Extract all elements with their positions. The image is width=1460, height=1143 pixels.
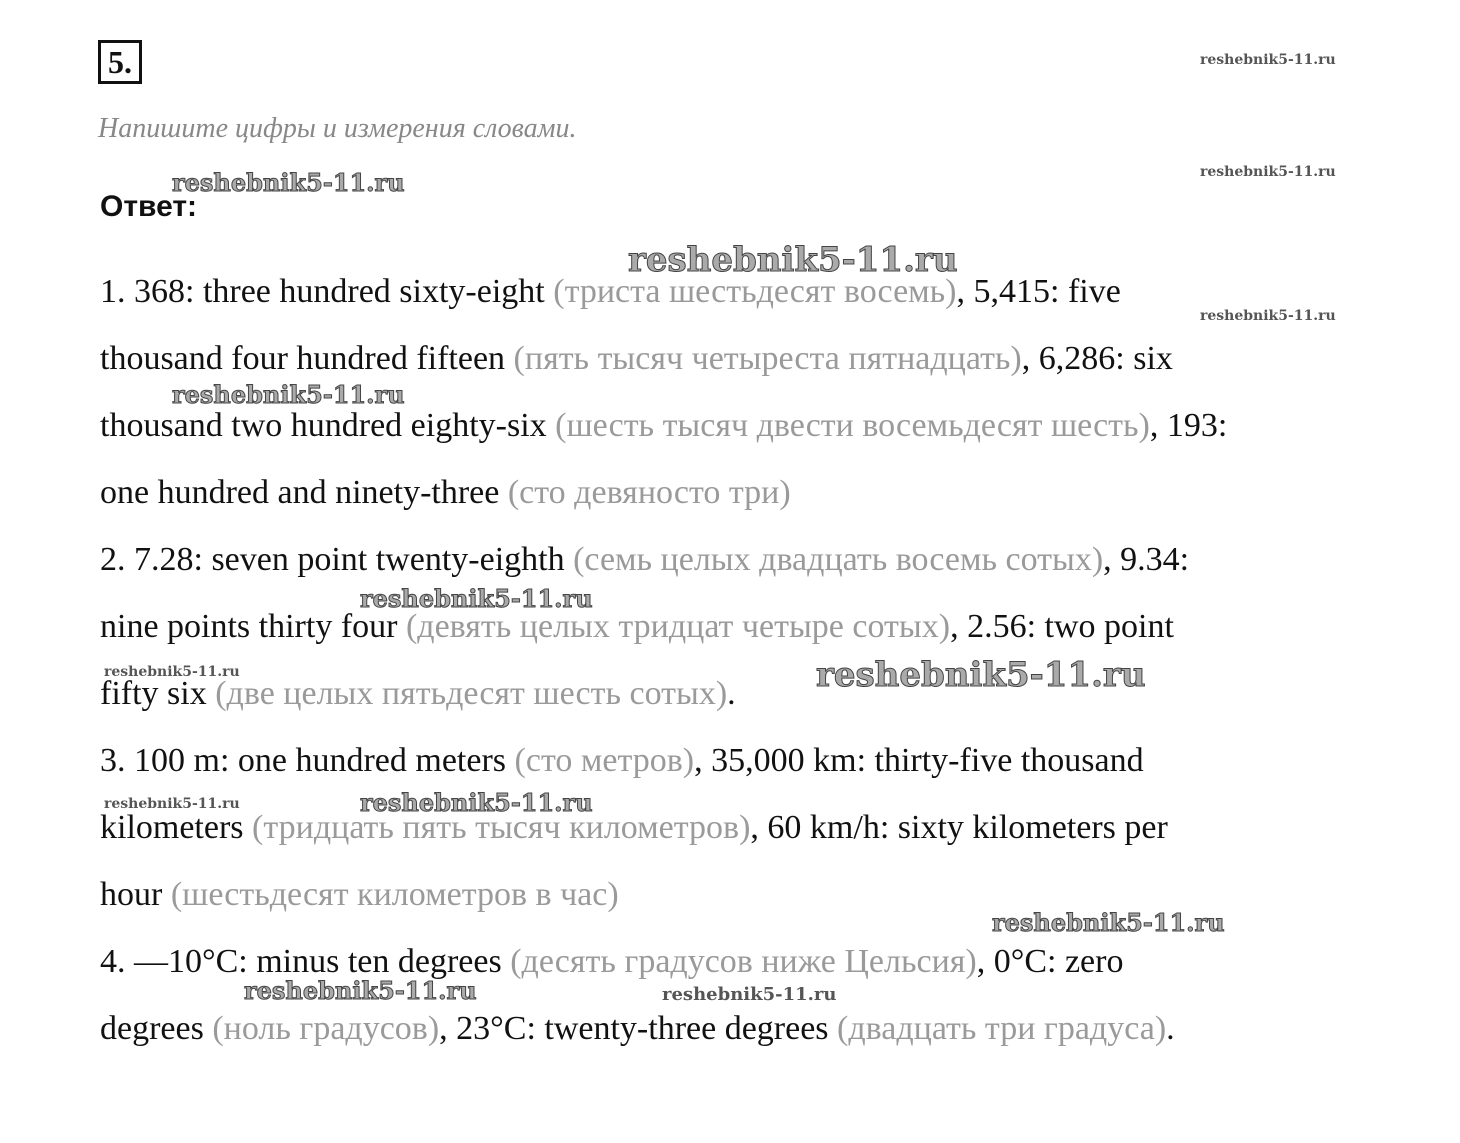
watermark: reshebnik5-11.ru [1200, 164, 1336, 180]
watermark: reshebnik5-11.ru [104, 796, 240, 812]
answer-text: . [1166, 1010, 1175, 1047]
answer-text: , 23°C: twenty-three degrees [439, 1010, 838, 1047]
translation-text: (семь целых двадцать восемь сотых) [573, 541, 1104, 578]
answer-text: . [727, 675, 736, 712]
task-number: 5. [98, 40, 142, 84]
answer-text: hour [100, 876, 171, 913]
answer-line [100, 526, 1420, 593]
answer-line [100, 593, 1420, 660]
answer-text: degrees [100, 1010, 213, 1047]
watermark: reshebnik5-11.ru [172, 168, 405, 197]
translation-text: (десять градусов ниже Цельсия) [510, 943, 977, 980]
answer-text: , 2.56: two point [950, 608, 1174, 645]
translation-text: (сто девяносто три) [507, 474, 791, 511]
translation-text: (триста шестьдесят восемь) [553, 273, 957, 310]
translation-text: (ноль градусов) [212, 1010, 440, 1047]
answer-label: Ответ: [100, 190, 198, 223]
answer-line [100, 459, 1420, 526]
watermark: reshebnik5-11.ru [104, 664, 240, 680]
answer-text: kilometers [100, 809, 253, 846]
answer-line [100, 727, 1420, 794]
translation-text: (двадцать три градуса) [837, 1010, 1167, 1047]
watermark: reshebnik5-11.ru [628, 240, 958, 280]
answer-text: thousand four hundred fifteen [100, 340, 514, 377]
answer-text: nine points thirty four [100, 608, 406, 645]
answer-text: , 9.34: [1103, 541, 1190, 578]
answer-text: 2. 7.28: seven point twenty-eighth [100, 541, 574, 578]
translation-text: (пять тысяч четыреста пятнадцать) [513, 340, 1022, 377]
watermark: reshebnik5-11.ru [992, 908, 1225, 937]
watermark: reshebnik5-11.ru [662, 984, 837, 1005]
answer-text: , 6,286: six [1021, 340, 1173, 377]
answer-body [100, 258, 1420, 1062]
answer-text: , 35,000 km: thirty-five thousand [694, 742, 1144, 779]
watermark: reshebnik5-11.ru [244, 976, 477, 1005]
answer-text: , 193: [1149, 407, 1228, 444]
answer-text: , 5,415: five [956, 273, 1121, 310]
translation-text: (шесть тысяч двести восемьдесят шесть) [555, 407, 1150, 444]
translation-text: (сто метров) [514, 742, 695, 779]
translation-text: (девять целых тридцат четыре сотых) [405, 608, 951, 645]
answer-line [100, 995, 1420, 1062]
answer-text: 1. 368: three hundred sixty-eight [100, 273, 554, 310]
watermark: reshebnik5-11.ru [1200, 52, 1336, 68]
answer-text: , 60 km/h: sixty kilometers per [750, 809, 1168, 846]
answer-text: 3. 100 m: one hundred meters [100, 742, 515, 779]
answer-line [100, 660, 1420, 727]
answer-line [100, 794, 1420, 861]
answer-text: fifty six [100, 675, 216, 712]
watermark: reshebnik5-11.ru [172, 380, 405, 409]
translation-text: (шестьдесят километров в час) [170, 876, 619, 913]
answer-text: , 0°C: zero [976, 943, 1124, 980]
answer-text: one hundred and ninety-three [100, 474, 508, 511]
watermark: reshebnik5-11.ru [360, 788, 593, 817]
watermark: reshebnik5-11.ru [360, 584, 593, 613]
translation-text: (две целых пятьдесят шесть сотых) [215, 675, 728, 712]
answer-text: thousand two hundred eighty-six [100, 407, 556, 444]
task-instruction: Напишите цифры и измерения словами. [98, 113, 577, 144]
translation-text: (тридцать пять тысяч километров) [252, 809, 751, 846]
watermark: reshebnik5-11.ru [1200, 308, 1336, 324]
watermark: reshebnik5-11.ru [816, 655, 1146, 695]
answer-text: 4. —10°C: minus ten degrees [100, 943, 511, 980]
